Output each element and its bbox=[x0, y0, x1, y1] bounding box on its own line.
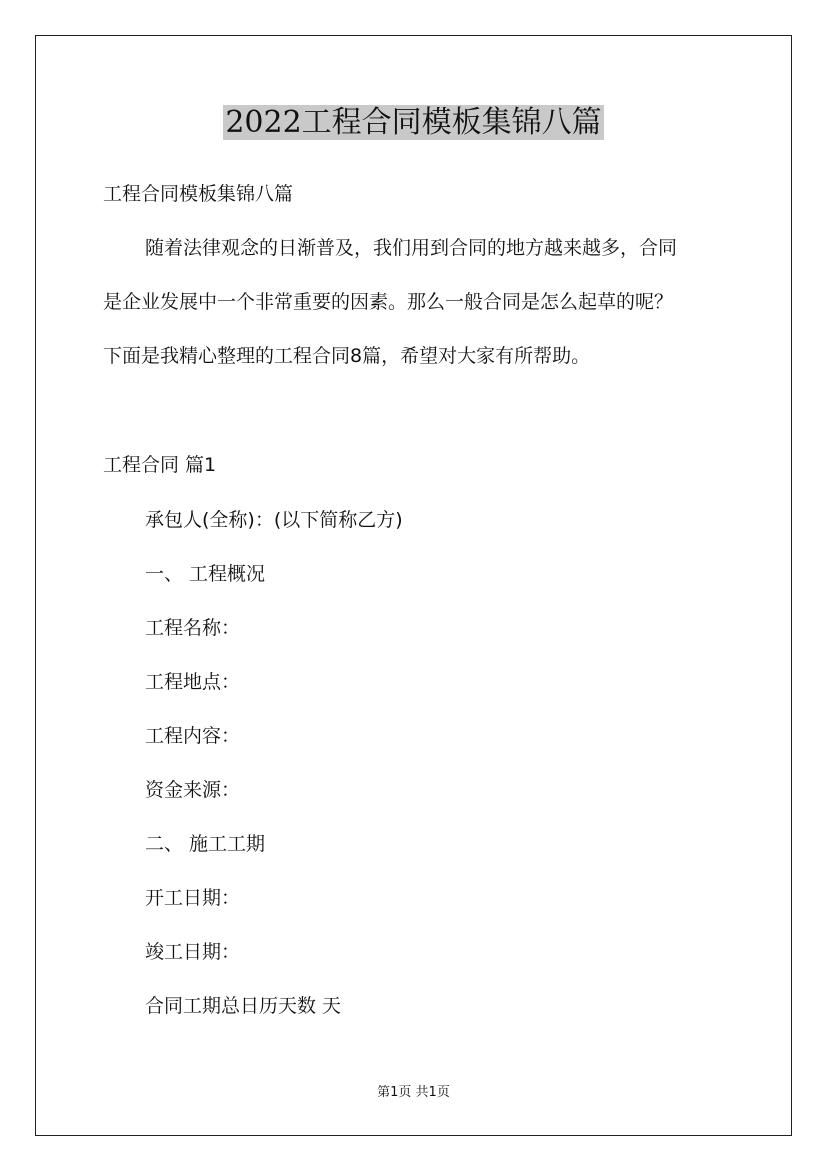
intro-line-3: 下面是我精心整理的工程合同8篇，希望对大家有所帮助。 bbox=[103, 345, 591, 367]
project-location-field: 工程地点： bbox=[145, 671, 241, 693]
document-title: 2022工程合同模板集锦八篇 bbox=[225, 105, 602, 140]
section-heading: 工程合同 篇1 bbox=[103, 454, 217, 476]
funding-source-field: 资金来源： bbox=[145, 779, 241, 801]
contractor-line: 承包人(全称)：(以下简称乙方) bbox=[145, 509, 403, 531]
start-date-field: 开工日期： bbox=[145, 887, 241, 909]
intro-line-2: 是企业发展中一个非常重要的因素。那么一般合同是怎么起草的呢？ bbox=[103, 291, 674, 313]
completion-date-field: 竣工日期： bbox=[145, 941, 241, 963]
total-days-field: 合同工期总日历天数 天 bbox=[145, 995, 342, 1017]
project-content-field: 工程内容： bbox=[145, 725, 241, 747]
project-name-field: 工程名称： bbox=[145, 617, 241, 639]
intro-line-1: 随着法律观念的日渐普及，我们用到合同的地方越来越多，合同 bbox=[145, 237, 678, 259]
document-subtitle: 工程合同模板集锦八篇 bbox=[103, 183, 294, 205]
section-one-heading: 一、 工程概况 bbox=[145, 563, 266, 585]
section-two-heading: 二、 施工工期 bbox=[145, 833, 266, 855]
page-footer: 第1页 共1页 bbox=[377, 1085, 450, 1100]
